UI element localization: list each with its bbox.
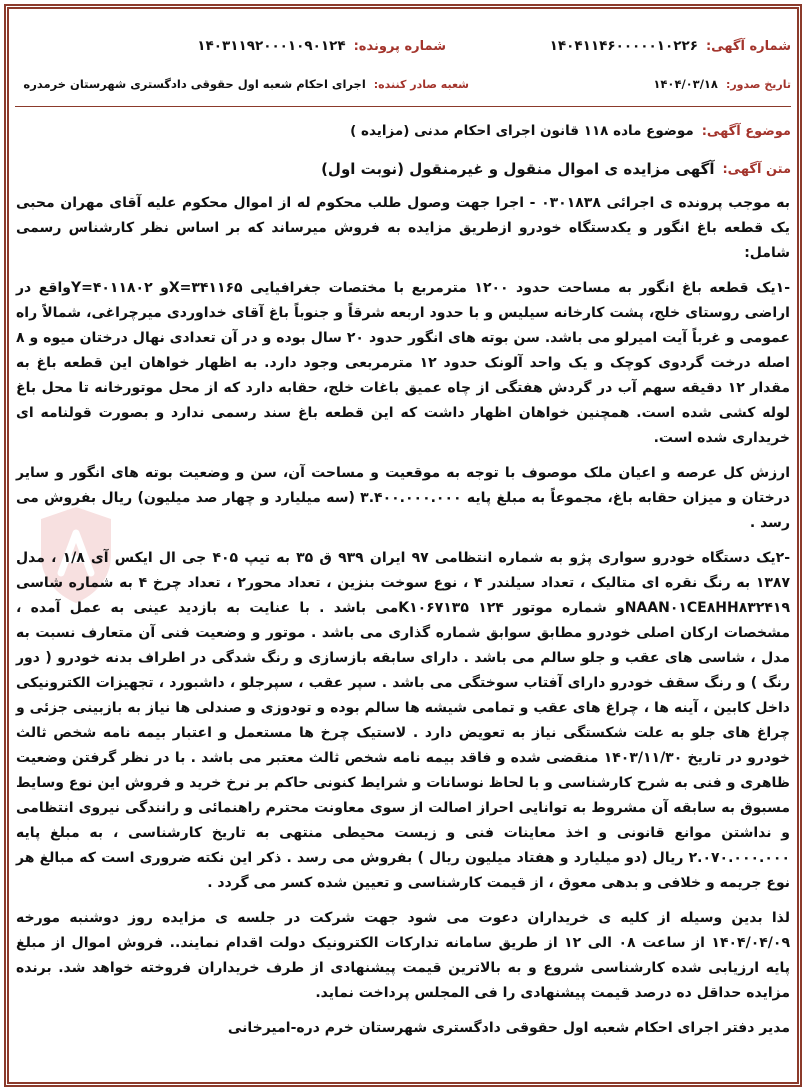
signature-line: مدیر دفتر اجرای احکام شعبه اول حقوقی دادگستری شهرستان خرم دره-امیرخانی [227,1020,790,1036]
issuing-branch-value: اجرای احکام شعبه اول حقوقی دادگستری شهرستان خرمدره [23,77,366,91]
case-number-field [15,38,446,54]
notice-text-row [15,157,791,181]
notice-text-label: متن آگهی: [722,161,791,177]
case-number-label: شماره پرونده: [353,38,446,54]
paragraph-item-1-garden: -۱یک قطعه باغ انگور به مساحت حدود ۱۲۰۰ مترمربع با مختصات جغرافیایی X=۳۴۱۱۶۵و Y=۴۰۱۱۸۰۲واقع در اراضی روستای خلج، پشت کارخانه سیلیس و با حدود اربعه شرقاً و جنوباً باغ آقای خداوردی میرچراغی، شمالاً راه عمومی و غرباً آیت امیرلو می باشد. سن بوته های انگور حدود ۲۰ سال بوده و در آن تعدادی نهال درختان میوه و ۸ اصله درخت گردوی کوچک و یک واحد آلونک حدود ۱۲ مترمربعی وجود دارد. به اظهار خواهان این قطعه باغ به مقدار ۱۲ دقیقه سهم آب در گردش هفتگی از چاه عمیق باغات خلج، حقابه دارد که از محل موتورخانه تا محل باغ لوله کشی شده است. همچنین خواهان اظهار داشت که این قطعه باغ سند رسمی ندارد و بصورت قولنامه ای خریداری شده است. [16,280,791,446]
subject-row [15,119,791,143]
paragraph-auction-invitation: لذا بدین وسیله از کلیه ی خریداران دعوت می شود جهت شرکت در جلسه ی مزایده روز دوشنبه مورخه ۱۴۰۴/۰۴/۰۹ از ساعت ۰۸ الی ۱۲ از طریق سامانه تدارکات الکترونیک دولت اقدام نمایند.. فروش اموال از مبلغ پایه ارزیابی شده کارشناسی شروع و به بالاترین قیمت پیشنهادی از طرف خریداران فروخته خواهد شد. برنده مزایده حداقل ده درصد قیمت پیشنهادی را فی المجلس پرداخت نماید. [16,910,791,1001]
notice-number-label: شماره آگهی: [705,38,791,54]
notice-number-field [446,38,791,54]
case-number-value: ۱۴۰۳۱۱۹۲۰۰۰۱۰۹۰۱۲۴ [197,38,346,54]
paragraph-garden-valuation: ارزش کل عرصه و اعیان ملک موصوف با توجه به موقعیت و مساحت آن، سن و وضعیت بوته های انگور و سایر درختان و میزان حقابه باغ، مجموعاً به مبلغ پایه ۳.۴۰۰.۰۰۰.۰۰۰ (سه میلیارد و چهار صد میلیون) ریال بفروش می رسد . [16,465,790,531]
header-divider [15,106,791,107]
issuing-branch-field [15,77,469,91]
notice-text-value: آگهی مزایده ی اموال منقول و غیرمنقول (نوبت اول) [321,160,715,178]
notice-text-field [321,160,791,178]
header-row-issue [15,72,791,96]
subject-field [350,123,791,139]
paragraph-intro: به موجب پرونده ی اجرائی ۰۳۰۱۸۳۸ - اجرا جهت وصول طلب محکوم له از اموال محکوم علیه آقای مهران محبی یک قطعه باغ انگور و یکدستگاه خودرو ازطریق مزایده به فروش میرساند که بر اساس نظر کارشناس رسمی شامل: [16,195,790,261]
notice-body [16,191,790,1051]
notice-frame [4,4,802,1087]
subject-label: موضوع آگهی: [701,123,791,139]
issue-date-value: ۱۴۰۴/۰۳/۱۸ [653,77,718,91]
notice-number-value: ۱۴۰۴۱۱۴۶۰۰۰۰۰۱۰۲۲۶ [549,38,698,54]
subject-value: موضوع ماده ۱۱۸ قانون اجرای احکام مدنی (مزایده ) [350,123,694,139]
paragraph-item-2-car: -۲یک دستگاه خودرو سواری پژو به شماره انتظامی ۹۷ ایران ۹۳۹ ق ۳۵ به تیپ ۴۰۵ جی ال ایکس آی ۱/۸ ، مدل ۱۳۸۷ به رنگ نقره ای متالیک ، تعداد سیلندر ۴ ، نوع سوخت بنزین ، تعداد محور۲ ، تعداد چرخ ۴ به شماره شاسی NAAN۰۱CE۸HH۸۳۲۴۱۹و شماره موتور ۱۲۴ K۱۰۶۷۱۳۵می باشد . با عنایت به بازدید عینی به عمل آمده ، مشخصات ارکان اصلی خودرو مطابق سوابق شماره گذاری می باشد . موتور و وضعیت فنی آن متعارف نسبت به مدل ، شاسی های عقب و جلو سالم می باشد . دارای سابقه بازسازی و رنگ شدگی در اطراف بدنه خودرو ( دور رنگ ) و رنگ سقف خودرو دارای آفتاب سوختگی می باشد . سپر عقب ، سپرجلو ، داشبورد ، تجهیزات الکترونیکی داخل کابین ، آینه ها ، چراغ های عقب و تمامی شیشه ها سالم بوده و تودوزی و صندلی ها نیاز به بازبینی جزئی و چراغ های جلو به علت شکستگی نیاز به تعویض دارد . لاستیک چرخ ها مستعمل و اعتبار بیمه نامه شخص ثالث خودرو در تاریخ ۱۴۰۳/۱۱/۳۰ منقضی شده و فاقد بیمه نامه شخص ثالث معتبر می باشد . با در نظر گرفتن وضعیت ظاهری و فنی به شرح کارشناسی و با لحاظ نوسانات و شرایط کنونی حاکم بر نرخ خرید و فروش این نوع وسایط مسبوق به سابقه آن مشروط به توانایی احراز اصالت از سوی معاونت محترم راهنمائی و رانندگی نیروی انتظامی و نداشتن موانع قانونی و اخذ معاینات فنی و زیست محیطی منتهی به تاریخ کارشناسی ، به مبلغ پایه ۲.۰۷۰.۰۰۰.۰۰۰ ریال (دو میلیارد و هفتاد میلیون ریال ) بفروش می رسد . ذکر این نکته ضروری است که مبالغ هر نوع جریمه و خلافی و بدهی معوق ، از قیمت کارشناسی و تعیین شده کسر می گردد . [16,550,791,891]
issue-date-field [469,77,791,91]
issue-date-label: تاریخ صدور: [725,77,791,91]
issuing-branch-label: شعبه صادر کننده: [373,77,469,91]
header-row-numbers [15,34,791,58]
